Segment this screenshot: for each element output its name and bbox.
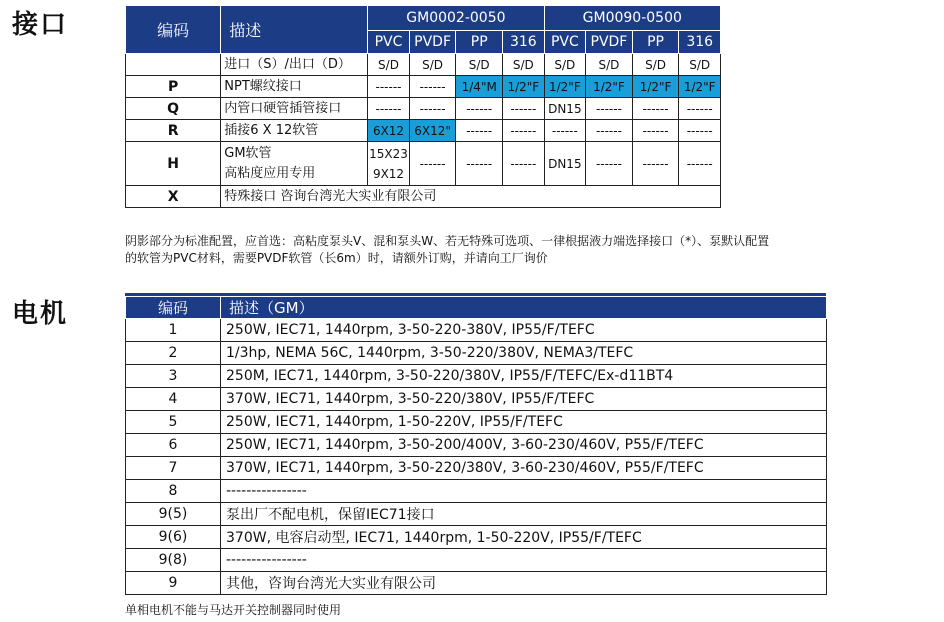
interface-value-cell: [368, 142, 410, 186]
interface-row: [126, 186, 721, 208]
interface-value-cell: S/D: [632, 54, 679, 76]
motor-desc-cell: ----------------: [221, 549, 827, 572]
interface-value-cell: S/D: [456, 54, 503, 76]
motor-desc-cell: 250W, IEC71, 1440rpm, 3-50-220-380V, IP55/F/TEFC: [221, 319, 827, 342]
interface-value-cell: 1/2"F: [544, 76, 586, 98]
motor-row: [126, 342, 827, 365]
interface-code-cell: P: [126, 76, 221, 98]
motor-desc-cell: 250W, IEC71, 1440rpm, 1-50-220V, IP55/F/TEFC: [221, 411, 827, 434]
header-material: 316: [503, 31, 545, 54]
motor-row: [126, 388, 827, 411]
motor-desc-cell: ----------------: [221, 480, 827, 503]
motor-code-cell: 4: [126, 388, 221, 411]
interface-desc-cell: [221, 98, 368, 120]
motor-row: [126, 365, 827, 388]
interface-code-cell: R: [126, 120, 221, 142]
motor-code-cell: 8: [126, 480, 221, 503]
interface-value-cell: ------: [586, 120, 633, 142]
interface-value-cell: 1/2"F: [586, 76, 633, 98]
motor-section-title: 电机: [12, 299, 69, 329]
interface-value-cell: 1/4"M: [456, 76, 503, 98]
interface-row: [126, 76, 721, 98]
interface-desc-line: 插接6 X 12软管: [224, 122, 319, 138]
interface-note: [125, 233, 769, 267]
motor-desc-cell: 370W, IEC71, 1440rpm, 3-50-220/380V, 3-60-230/460V, P55/F/TEFC: [221, 457, 827, 480]
interface-code-cell: Q: [126, 98, 221, 120]
interface-table: [125, 5, 721, 208]
motor-desc-cell: 其他，咨询台湾光大实业有限公司: [221, 572, 827, 595]
interface-value-cell: 6X12: [368, 120, 410, 142]
interface-desc-cell: [221, 142, 368, 186]
motor-code-cell: 2: [126, 342, 221, 365]
motor-code-cell: 5: [126, 411, 221, 434]
motor-row: [126, 549, 827, 572]
interface-value-line: 9X12: [372, 166, 405, 181]
header-group-1: GM0002-0050: [368, 6, 544, 31]
motor-code-cell: 9: [126, 572, 221, 595]
motor-note: 单相电机不能与马达开关控制器同时使用: [125, 603, 342, 617]
interface-value-cell: ------: [632, 98, 679, 120]
header-material: PVDF: [586, 31, 633, 54]
interface-value-cell: DN15: [544, 142, 586, 186]
interface-code-cell: [126, 54, 221, 76]
header-code: 编码: [126, 6, 221, 54]
interface-desc-line: 内管口硬管插管接口: [224, 100, 342, 116]
motor-code-cell: 9(6): [126, 526, 221, 549]
header-material: PP: [632, 31, 679, 54]
interface-note-line: 阴影部分为标准配置，应首选：高粘度泵头V、混和泵头W、若无特殊可选项、一律根据液力端选择接口（*）、泵默认配置: [125, 234, 770, 248]
interface-desc-cell: [221, 120, 368, 142]
interface-value-cell: ------: [368, 98, 410, 120]
interface-desc-cell: [221, 54, 368, 76]
motor-header-code: 编码: [126, 297, 221, 319]
motor-row: [126, 503, 827, 526]
interface-value-cell: ------: [632, 142, 679, 186]
header-group-2: GM0090-0500: [544, 6, 720, 31]
header-material: PVC: [368, 31, 410, 54]
motor-row: [126, 457, 827, 480]
motor-desc-cell: 250M, IEC71, 1440rpm, 3-50-220/380V, IP55/F/TEFC/Ex-d11BT4: [221, 365, 827, 388]
header-material: PVDF: [409, 31, 456, 54]
interface-code-cell: H: [126, 142, 221, 186]
interface-value-cell: S/D: [586, 54, 633, 76]
interface-value-cell: 1/2"F: [503, 76, 545, 98]
interface-value-cell: ------: [409, 76, 456, 98]
motor-desc-cell: 1/3hp, NEMA 56C, 1440rpm, 3-50-220/380V, NEMA3/TEFC: [221, 342, 827, 365]
header-material: 316: [679, 31, 721, 54]
interface-desc-line: GM软管: [224, 145, 272, 161]
interface-value-cell: 1/2"F: [632, 76, 679, 98]
interface-row: [126, 120, 721, 142]
motor-code-cell: 6: [126, 434, 221, 457]
interface-desc-line: NPT螺纹接口: [224, 78, 302, 94]
motor-code-cell: 1: [126, 319, 221, 342]
header-desc: 描述: [221, 6, 368, 54]
interface-value-cell: 6X12": [409, 120, 456, 142]
motor-header-desc: 描述（GM）: [221, 297, 827, 319]
header-material: PP: [456, 31, 503, 54]
interface-note-line: 的软管为PVC材料，需要PVDF软管（长6m）时，请额外订购，并请向工厂询价: [125, 251, 548, 265]
interface-value-cell: S/D: [679, 54, 721, 76]
interface-value-line: 15X23: [369, 146, 408, 161]
motor-desc-cell: 370W, IEC71, 1440rpm, 3-50-220/380V, IP55/F/TEFC: [221, 388, 827, 411]
interface-desc-line: 进口（S）/出口（D）: [224, 56, 351, 72]
motor-row: [126, 526, 827, 549]
interface-value-cell: ------: [409, 142, 456, 186]
interface-row: [126, 142, 721, 186]
interface-value-cell: ------: [586, 142, 633, 186]
interface-row: [126, 98, 721, 120]
interface-desc-line: 高粘度应用专用: [224, 165, 316, 181]
motor-row: [126, 319, 827, 342]
interface-value-cell: ------: [368, 76, 410, 98]
interface-value-cell: ------: [456, 98, 503, 120]
interface-desc-line: 特殊接口 咨询台湾光大实业有限公司: [224, 188, 437, 204]
interface-desc-cell: [221, 76, 368, 98]
interface-value-cell: ------: [503, 120, 545, 142]
interface-value-cell: S/D: [368, 54, 410, 76]
motor-table: [125, 296, 827, 595]
interface-value-cell: S/D: [503, 54, 545, 76]
interface-value-cell: ------: [409, 98, 456, 120]
interface-value-cell: ------: [503, 142, 545, 186]
motor-code-cell: 9(8): [126, 549, 221, 572]
motor-row: [126, 572, 827, 595]
interface-value-cell: ------: [679, 142, 721, 186]
motor-desc-cell: 250W, IEC71, 1440rpm, 3-50-200/400V, 3-60-230/460V, P55/F/TEFC: [221, 434, 827, 457]
motor-desc-cell: 370W, 电容启动型, IEC71, 1440rpm, 1-50-220V, IP55/F/TEFC: [221, 526, 827, 549]
interface-value-cell: DN15: [544, 98, 586, 120]
motor-row: [126, 434, 827, 457]
motor-code-cell: 3: [126, 365, 221, 388]
motor-row: [126, 411, 827, 434]
interface-value-cell: ------: [503, 98, 545, 120]
interface-value-cell: 1/2"F: [679, 76, 721, 98]
motor-code-cell: 9(5): [126, 503, 221, 526]
motor-desc-cell: 泵出厂不配电机，保留IEC71接口: [221, 503, 827, 526]
motor-row: [126, 480, 827, 503]
interface-desc-cell: [221, 186, 721, 208]
interface-section-title: 接口: [12, 10, 69, 40]
interface-row: [126, 54, 721, 76]
interface-value-cell: ------: [544, 120, 586, 142]
interface-value-cell: ------: [632, 120, 679, 142]
motor-code-cell: 7: [126, 457, 221, 480]
interface-value-cell: ------: [679, 98, 721, 120]
interface-value-cell: S/D: [409, 54, 456, 76]
interface-value-cell: ------: [679, 120, 721, 142]
interface-value-cell: ------: [456, 142, 503, 186]
interface-code-cell: X: [126, 186, 221, 208]
interface-value-cell: S/D: [544, 54, 586, 76]
interface-value-cell: ------: [586, 98, 633, 120]
header-material: PVC: [544, 31, 586, 54]
interface-value-cell: ------: [456, 120, 503, 142]
